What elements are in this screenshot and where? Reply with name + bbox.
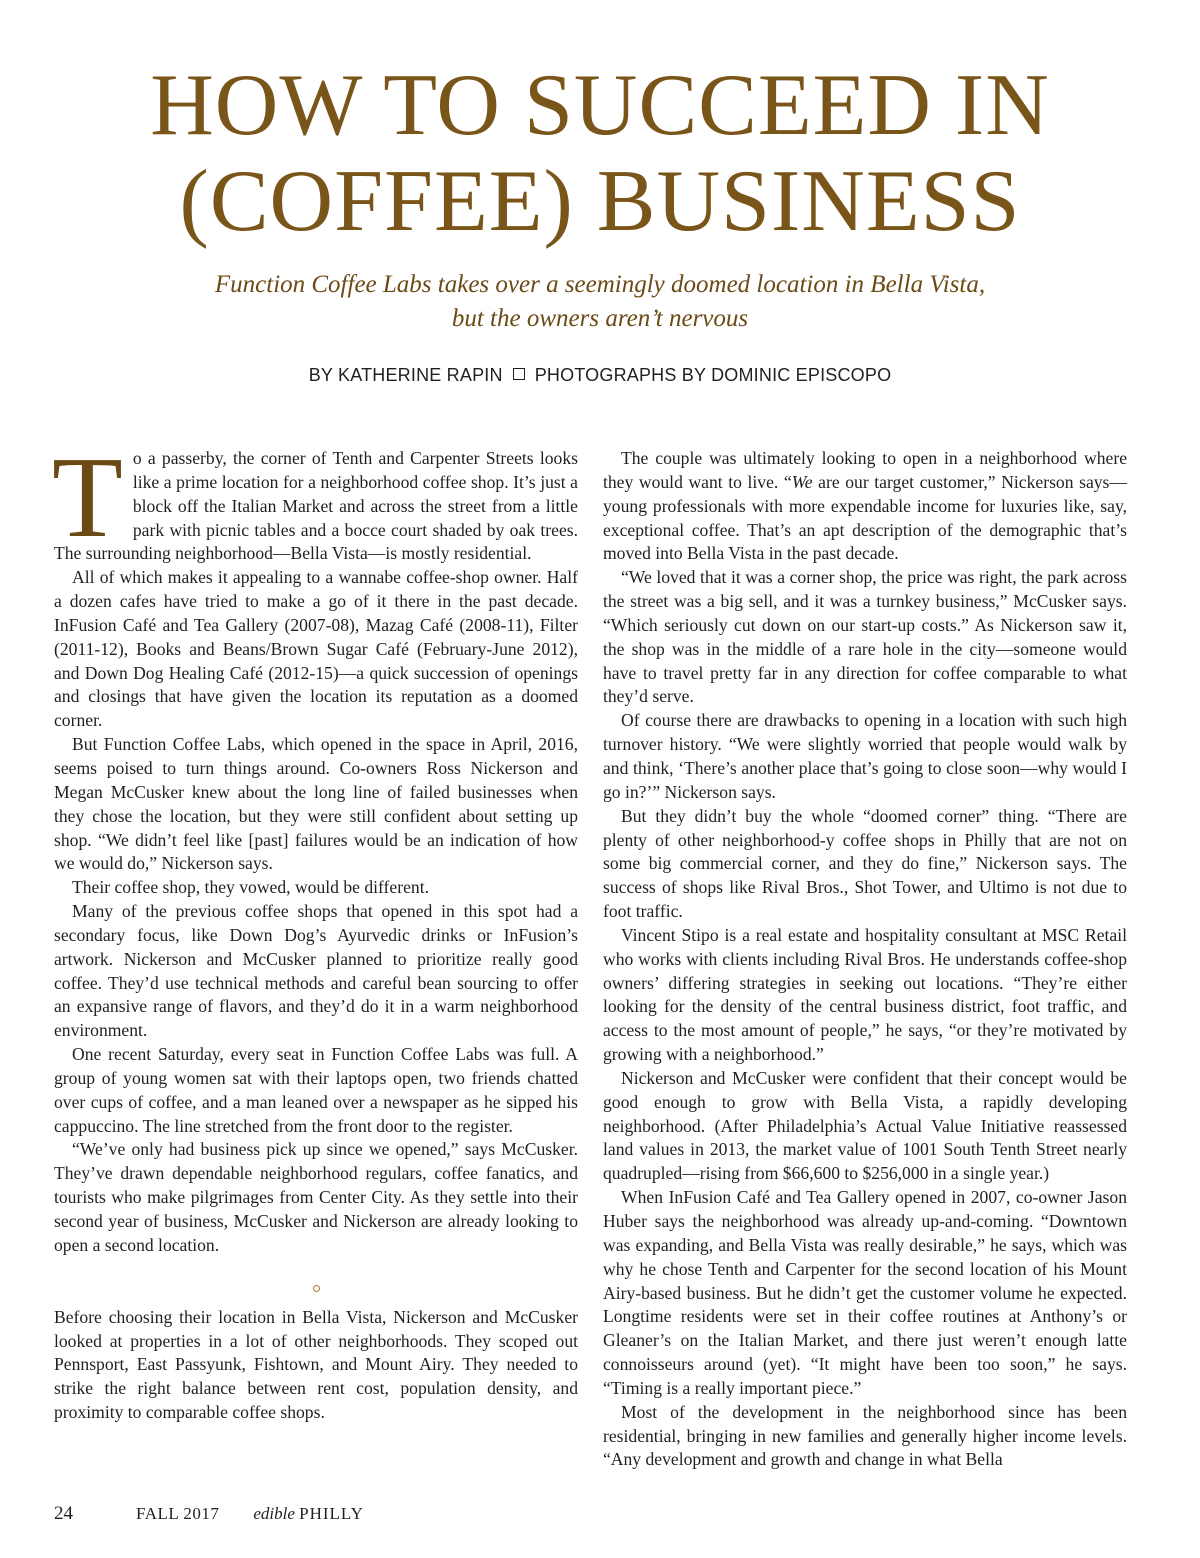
paragraph-text: o a passerby, the corner of Tenth and Carpenter Streets looks like a prime location for a neighborhood coffee shop. It’s just a block off the Italian Market and across the street from a little park with picnic tables and a bocce court shaded by oak trees. The surrounding neighborhood—Bella Vista—is mostly residential. [54, 448, 578, 564]
paragraph-text: The couple was ultimately looking to open in a neighborhood where they would want to live. “ [603, 448, 1127, 492]
byline-author: BY KATHERINE RAPIN [308, 365, 503, 385]
body-paragraph: Before choosing their location in Bella Vista, Nickerson and McCusker looked at properties in a lot of other neighborhoods. They scoped out Pennsport, East Passyunk, Fishtown, and Mount Airy. They needed to strike the right balance between rent cost, population density, and proximity to comparable coffee shops. [54, 1306, 578, 1423]
article-headline [0, 58, 1200, 250]
body-paragraph: Most of the development in the neighborhood since has been residential, bringing in new families and generally higher income levels. “Any development and growth and change in what Bella [603, 1401, 1127, 1470]
body-paragraph: “We’ve only had business pick up since we opened,” says McCusker. They’ve drawn dependable neighborhood regulars, coffee fanatics, and tourists who make pilgrimages from Center City. As they settle into their second year of business, McCusker and Nickerson are already looking to open a second location. [54, 1139, 578, 1255]
byline [0, 365, 1200, 386]
body-paragraph: Nickerson and McCusker were confident that their concept would be good enough to grow with Bella Vista, a rapidly developing neighborhood. (After Philadelphia’s Actual Value Initiative reassessed land values in 2013, the market value of 1001 South Tenth Street nearly quadrupled—rising from $66,600 to $256,000 in a single year.) [603, 1067, 1127, 1184]
square-separator-icon [513, 368, 525, 380]
body-paragraph: One recent Saturday, every seat in Function Coffee Labs was full. A group of young women sat with their laptops open, two friends chatted over cups of coffee, and a man leaned over a newspaper as he sipped his cappuccino. The line stretched from the front door to the register. [54, 1044, 578, 1136]
body-paragraph: Vincent Stipo is a real estate and hospitality consultant at MSC Retail who works with clients including Rival Bros. He understands coffee-shop owners’ differing strategies in seeking out locations. “They’re either looking for the density of the central business district, foot traffic, and access to the most amount of people,” he says, “or they’re motivated by growing with a neighborhood.” [603, 924, 1127, 1065]
body-paragraph: Many of the previous coffee shops that opened in this spot had a secondary focus, like Down Dog’s Ayurvedic drinks or InFusion’s artwork. Nickerson and McCusker planned to prioritize really good coffee. They’d use technical methods and careful bean sourcing to offer an expansive range of flavors, and they’d do it in a warm neighborhood environment. [54, 901, 578, 1041]
article-dek [0, 268, 1200, 336]
body-paragraph [52, 434, 578, 566]
dek-line-1: Function Coffee Labs takes over a seemingly doomed location in Bella Vista, [214, 271, 986, 298]
issue-date: FALL 2017 [136, 1504, 220, 1523]
body-paragraph: Their coffee shop, they vowed, would be different. [72, 877, 429, 898]
body-paragraph: “We loved that it was a corner shop, the price was right, the park across the street was a big sell, and it was a turnkey business,” McCusker says. “Which seriously cut down on our start-up costs.” As Nickerson saw it, the shop was in the middle of a rare hole in the city—someone would have to travel pretty far in any direction for coffee comparable to what they’d serve. [603, 567, 1127, 707]
headline-line-2: (COFFEE) BUSINESS [179, 153, 1021, 250]
byline-photographer: PHOTOGRAPHS BY DOMINIC EPISCOPO [534, 365, 892, 385]
body-paragraph [603, 447, 1127, 566]
magazine-name-part-2: PHILLY [299, 1504, 364, 1523]
magazine-name-part-1: edible [253, 1504, 295, 1523]
right-column [603, 447, 1127, 1472]
ornament-circle-icon [313, 1285, 320, 1292]
paragraph-text: are our target customer,” Nickerson says—young professionals with more expendable income for luxuries like, say, exceptional coffee. That’s an apt description of the demographic that’s moved into Bella Vista in the past decade. [603, 471, 1127, 564]
emphasis-text: We [791, 471, 813, 492]
dek-line-2: but the owners aren’t nervous [451, 305, 749, 332]
section-divider [54, 1280, 578, 1292]
left-column [52, 434, 578, 1425]
body-paragraph: But Function Coffee Labs, which opened in the space in April, 2016, seems poised to turn things around. Co-owners Ross Nickerson and Megan McCusker knew about the long line of failed businesses when they chose the location, but they were still confident about setting up shop. “We didn’t feel like [past] failures would be an indication of how we would do,” Nickerson says. [54, 734, 578, 874]
page-number: 24 [54, 1503, 73, 1524]
body-paragraph: But they didn’t buy the whole “doomed corner” thing. “There are plenty of other neighborhood-y coffee shops in Philly that are not on some big commercial corner, and they do fine,” Nickerson says. The success of shops like Rival Bros., Shot Tower, and Ultimo is not due to foot traffic. [603, 805, 1127, 922]
body-paragraph: When InFusion Café and Tea Gallery opened in 2007, co-owner Jason Huber says the neighborhood was already up-and-coming. “Downtown was expanding, and Bella Vista was really desirable,” he says, which was why he chose Tenth and Carpenter for the second location of his Mount Airy-based business. But he didn’t get the customer volume he expected. Longtime residents were set in their coffee routines at Anthony’s or Gleaner’s on the Italian Market, and there just weren’t enough latte connoisseurs around (yet). “It might have been too soon,” he says. “Timing is a really important piece.” [603, 1187, 1127, 1398]
drop-cap: T [52, 434, 123, 562]
body-paragraph: Of course there are drawbacks to opening in a location with such high turnover history. “We were slightly worried that people would walk by and think, ‘There’s another place that’s going to close soon—why would I go in?’” Nickerson says. [603, 710, 1127, 802]
headline-line-1: HOW TO SUCCEED IN [150, 57, 1050, 154]
body-paragraph: All of which makes it appealing to a wannabe coffee-shop owner. Half a dozen cafes have tried to make a go of it there in the past decade. InFusion Café and Tea Gallery (2007-08), Mazag Café (2008-11), Filter (2011-12), Books and Beans/Brown Sugar Café (February-June 2012), and Down Dog Healing Café (2012-15)—a quick succession of openings and closings that have given the location its reputation as a doomed corner. [54, 567, 578, 731]
page-footer [54, 1503, 364, 1525]
